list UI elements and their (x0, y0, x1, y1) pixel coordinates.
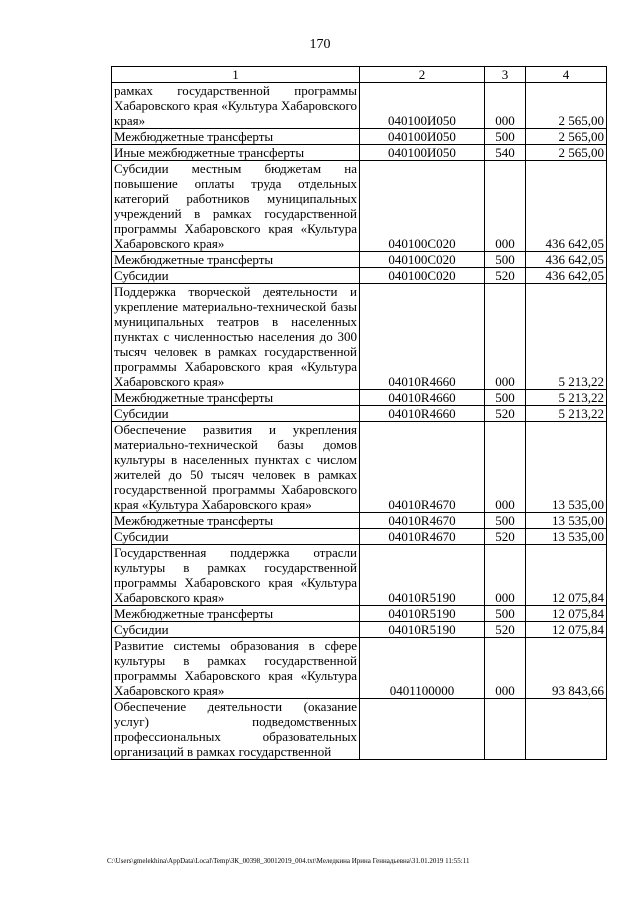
row-name-cell: Обеспечение развития и укрепления материально-технической базы домов культуры в населенных пунктах с числом жителей до 50 тысяч человек в рамках государственной программы Хабаровского края «Культура Хабаровского края» (112, 422, 360, 513)
table-row (112, 83, 607, 129)
row-amount-cell: 436 642,05 (526, 268, 607, 284)
row-name-cell: Межбюджетные трансферты (112, 513, 360, 529)
table-row (112, 390, 607, 406)
row-code-cell: 04010R5190 (360, 606, 485, 622)
row-code-cell: 040100И050 (360, 83, 485, 129)
header-col-1: 1 (112, 67, 360, 83)
row-amount-cell: 436 642,05 (526, 252, 607, 268)
row-code-cell: 04010R5190 (360, 622, 485, 638)
row-name-cell: рамках государственной программы Хабаровского края «Культура Хабаровского края» (112, 83, 360, 129)
row-code-cell: 040100И050 (360, 145, 485, 161)
header-col-2: 2 (360, 67, 485, 83)
table-row (112, 145, 607, 161)
row-code-cell: 040100С020 (360, 161, 485, 252)
row-name-cell: Межбюджетные трансферты (112, 390, 360, 406)
table-row (112, 252, 607, 268)
row-amount-cell: 5 213,22 (526, 406, 607, 422)
table-row (112, 513, 607, 529)
row-type-cell: 520 (485, 406, 526, 422)
row-type-cell: 520 (485, 622, 526, 638)
row-code-cell (360, 699, 485, 760)
row-type-cell: 500 (485, 606, 526, 622)
file-path-footer: C:\Users\gmelekhina\AppData\Local\Temp\ЗК_00398_30012019_004.txt\Меледкина Ирина Геннадьевна\31.01.2019 11:55:11 (107, 857, 470, 865)
row-type-cell: 000 (485, 422, 526, 513)
row-name-cell: Субсидии (112, 529, 360, 545)
row-name-cell: Межбюджетные трансферты (112, 129, 360, 145)
row-name-cell: Субсидии (112, 406, 360, 422)
row-code-cell: 040100С020 (360, 268, 485, 284)
row-type-cell: 520 (485, 268, 526, 284)
row-type-cell: 000 (485, 638, 526, 699)
row-amount-cell: 5 213,22 (526, 284, 607, 390)
row-name-cell: Государственная поддержка отрасли культуры в рамках государственной программы Хабаровского края «Культура Хабаровского края» (112, 545, 360, 606)
row-amount-cell: 12 075,84 (526, 622, 607, 638)
row-type-cell: 000 (485, 545, 526, 606)
row-code-cell: 04010R4670 (360, 513, 485, 529)
row-amount-cell: 12 075,84 (526, 606, 607, 622)
table-row (112, 699, 607, 760)
row-code-cell: 04010R4670 (360, 422, 485, 513)
row-type-cell: 520 (485, 529, 526, 545)
row-name-cell: Межбюджетные трансферты (112, 606, 360, 622)
table-row (112, 422, 607, 513)
row-amount-cell: 2 565,00 (526, 145, 607, 161)
row-name-cell: Развитие системы образования в сфере культуры в рамках государственной программы Хабаровского края «Культура Хабаровского края» (112, 638, 360, 699)
row-name-cell: Иные межбюджетные трансферты (112, 145, 360, 161)
page-number: 170 (309, 37, 331, 52)
row-name-cell: Субсидии (112, 268, 360, 284)
row-name-cell: Субсидии (112, 622, 360, 638)
header-col-3: 3 (485, 67, 526, 83)
row-amount-cell: 13 535,00 (526, 529, 607, 545)
row-type-cell: 000 (485, 161, 526, 252)
row-code-cell: 040100И050 (360, 129, 485, 145)
budget-table (111, 66, 607, 760)
row-code-cell: 04010R4660 (360, 390, 485, 406)
row-type-cell: 500 (485, 252, 526, 268)
row-type-cell: 500 (485, 390, 526, 406)
row-code-cell: 04010R4670 (360, 529, 485, 545)
table-row (112, 268, 607, 284)
row-name-cell: Обеспечение деятельности (оказание услуг) подведомственных профессиональных образовательных организаций в рамках государственной (112, 699, 360, 760)
row-type-cell: 000 (485, 83, 526, 129)
row-amount-cell (526, 699, 607, 760)
table-row (112, 545, 607, 606)
table-header-row (112, 67, 607, 83)
table-row (112, 638, 607, 699)
row-name-cell: Субсидии местным бюджетам на повышение оплаты труда отдельных категорий работников муниципальных учреждений в рамках государственной программы Хабаровского края «Культура Хабаровского края» (112, 161, 360, 252)
table-row (112, 406, 607, 422)
header-col-4: 4 (526, 67, 607, 83)
row-amount-cell: 13 535,00 (526, 422, 607, 513)
table-row (112, 161, 607, 252)
row-amount-cell: 93 843,66 (526, 638, 607, 699)
row-amount-cell: 5 213,22 (526, 390, 607, 406)
row-amount-cell: 12 075,84 (526, 545, 607, 606)
row-code-cell: 0401100000 (360, 638, 485, 699)
row-code-cell: 04010R5190 (360, 545, 485, 606)
row-code-cell: 04010R4660 (360, 406, 485, 422)
row-amount-cell: 13 535,00 (526, 513, 607, 529)
table-row (112, 284, 607, 390)
row-code-cell: 040100С020 (360, 252, 485, 268)
row-amount-cell: 2 565,00 (526, 83, 607, 129)
row-type-cell: 500 (485, 129, 526, 145)
row-code-cell: 04010R4660 (360, 284, 485, 390)
row-name-cell: Поддержка творческой деятельности и укрепление материально-технической базы муниципальных театров в населенных пунктах с численностью населения до 300 тысяч человек в рамках государственной программы Хабаровского края «Культура Хабаровского края» (112, 284, 360, 390)
table-row (112, 529, 607, 545)
table-row (112, 129, 607, 145)
row-type-cell (485, 699, 526, 760)
row-type-cell: 500 (485, 513, 526, 529)
row-type-cell: 000 (485, 284, 526, 390)
row-type-cell: 540 (485, 145, 526, 161)
table-row (112, 622, 607, 638)
row-amount-cell: 2 565,00 (526, 129, 607, 145)
table-row (112, 606, 607, 622)
row-name-cell: Межбюджетные трансферты (112, 252, 360, 268)
row-amount-cell: 436 642,05 (526, 161, 607, 252)
